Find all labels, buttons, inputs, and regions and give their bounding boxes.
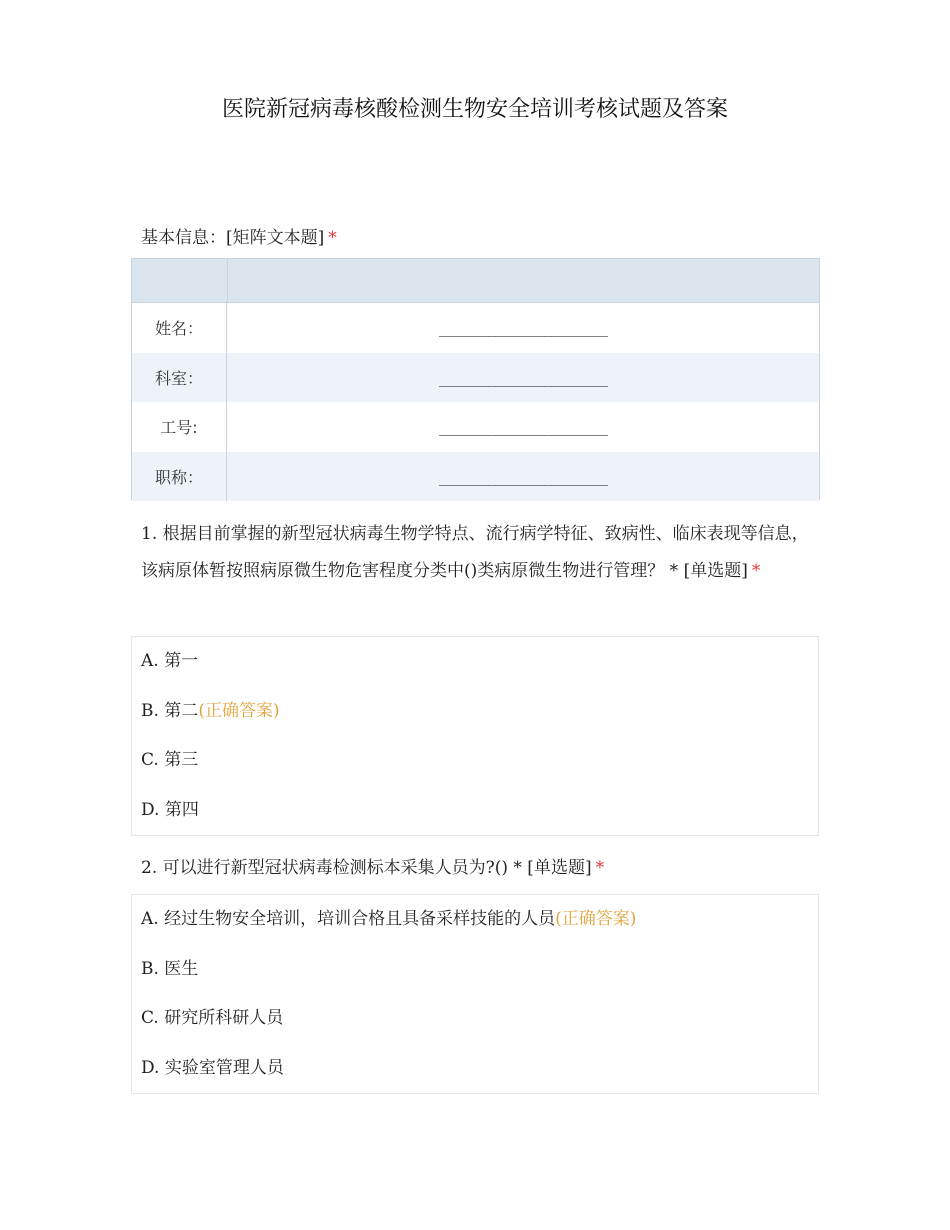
required-mark: * xyxy=(328,228,337,248)
basic-info-matrix xyxy=(131,258,820,500)
option[interactable]: D. 第四 xyxy=(141,800,199,821)
job-title-input[interactable]: ________________________ xyxy=(439,466,607,486)
matrix-row-label: 科室： xyxy=(132,353,227,403)
required-mark: * xyxy=(751,561,761,581)
name-input[interactable]: ________________________ xyxy=(439,318,607,338)
correct-answer-note: (正确答案) xyxy=(555,909,637,929)
matrix-row-employee-id xyxy=(132,402,819,452)
required-mark: * xyxy=(595,858,605,878)
department-input[interactable]: ________________________ xyxy=(439,367,607,387)
option[interactable]: A. 第一 xyxy=(141,651,199,671)
matrix-row-name xyxy=(132,303,819,353)
option[interactable]: B. 医生 xyxy=(141,958,199,979)
page-title: 医院新冠病毒核酸检测生物安全培训考核试题及答案 xyxy=(221,97,728,122)
matrix-row-label: 工号: xyxy=(132,402,227,452)
basic-info-label xyxy=(141,223,337,248)
option[interactable]: C. 第三 xyxy=(141,750,199,771)
matrix-header xyxy=(132,259,819,303)
question-1-text: 1. 根据目前掌握的新型冠状病毒生物学特点、流行病学特征、致病性、临床表现等信息，该病原体暂按照病原微生物危害程度分类中()类病原微生物进行管理？ * [单选题] xyxy=(141,524,809,581)
question-2-options xyxy=(131,894,819,1094)
basic-info-label-text: 基本信息：[矩阵文本题] xyxy=(141,228,325,248)
matrix-row-label: 姓名： xyxy=(132,303,227,353)
matrix-row-title xyxy=(132,452,819,502)
option[interactable]: A. 经过生物安全培训，培训合格且具备采样技能的人员(正确答案) xyxy=(141,909,637,929)
option[interactable]: C. 研究所科研人员 xyxy=(141,1008,284,1029)
question-1 xyxy=(141,516,821,590)
question-2 xyxy=(141,850,821,887)
option[interactable]: B. 第二(正确答案) xyxy=(141,700,280,721)
question-1-options xyxy=(131,636,819,836)
correct-answer-note: (正确答案) xyxy=(198,700,280,721)
matrix-row-department xyxy=(132,353,819,403)
matrix-row-label: 职称： xyxy=(132,452,227,502)
question-2-text: 2. 可以进行新型冠状病毒检测标本采集人员为?() * [单选题] xyxy=(141,858,592,878)
employee-id-input[interactable]: ________________________ xyxy=(439,417,607,437)
option[interactable]: D. 实验室管理人员 xyxy=(141,1058,284,1079)
